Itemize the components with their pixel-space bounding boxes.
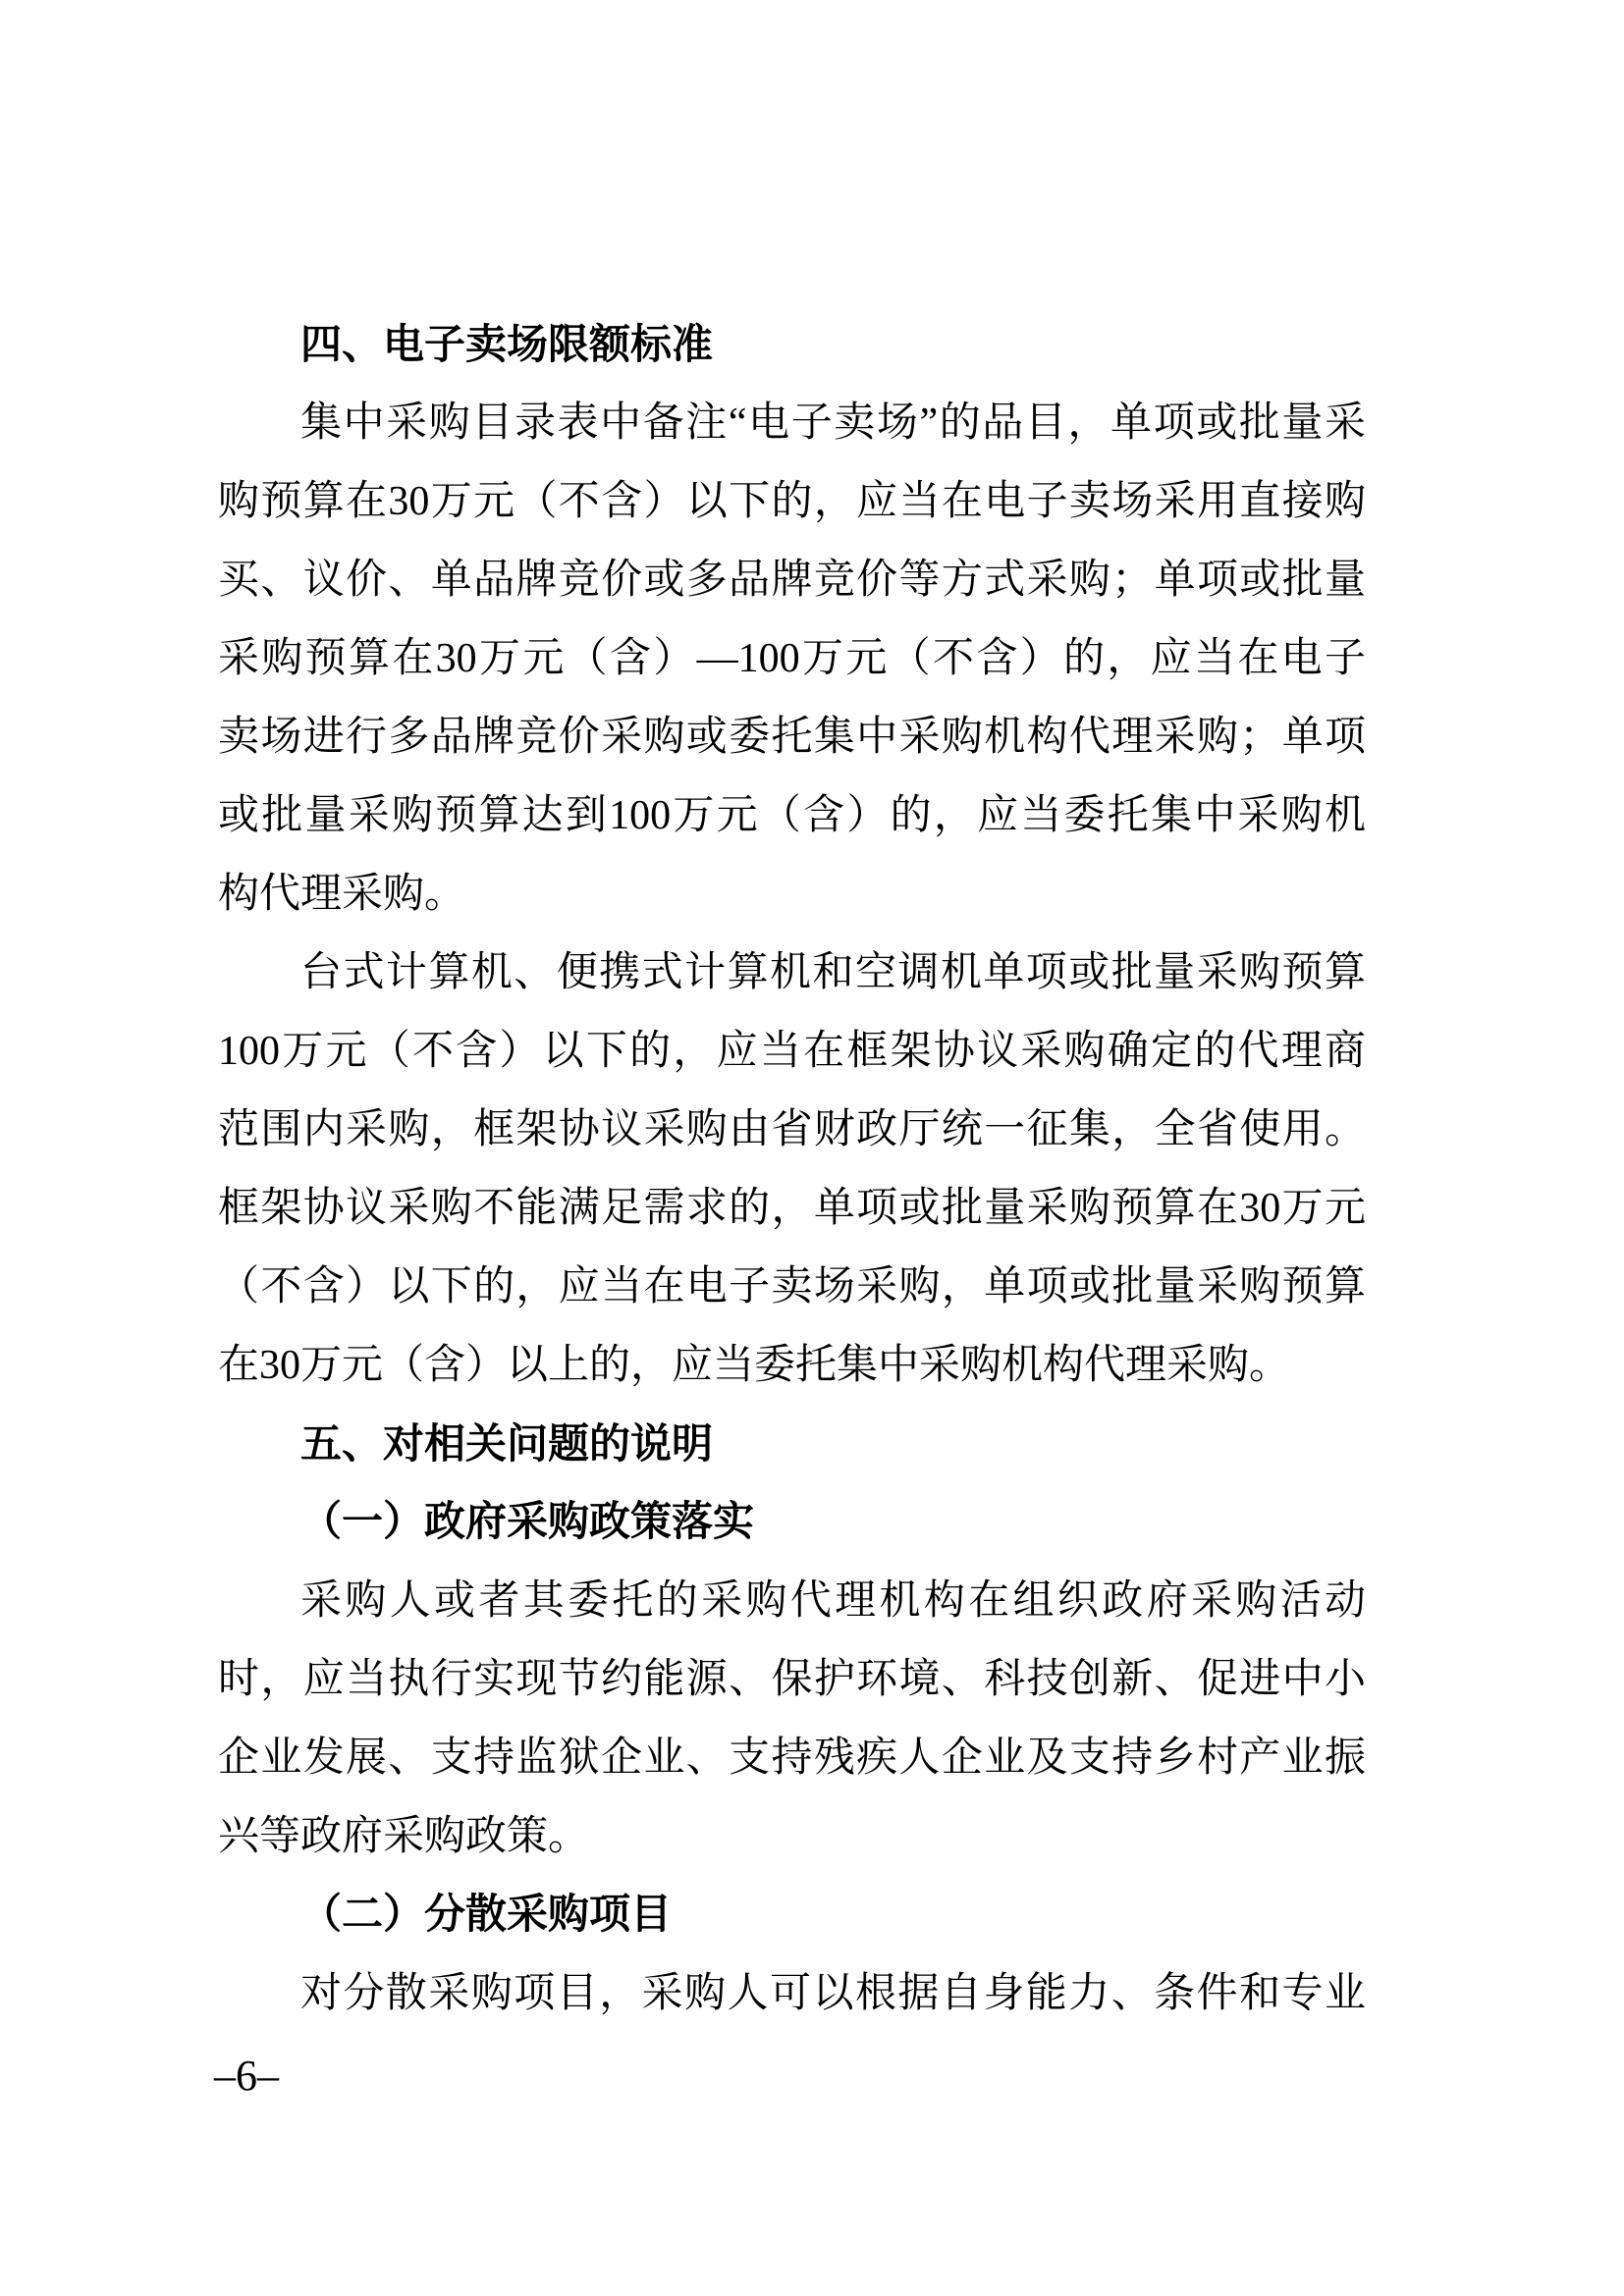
body-line: 在30万元（含）以上的，应当委托集中采购机构代理采购。 (218, 1343, 1291, 1388)
body-line: 采购预算在30万元（含）—100万元（不含）的，应当在电子 (218, 636, 1366, 681)
body-line: 卖场进行多品牌竞价采购或委托集中采购机构代理采购；单项 (218, 715, 1366, 760)
body-line: 时，应当执行实现节约能源、保护环境、科技创新、促进中小 (218, 1657, 1366, 1702)
body-line: 框架协议采购不能满足需求的，单项或批量采购预算在30万元 (218, 1186, 1366, 1231)
text-block (218, 305, 1366, 2033)
body-line: 范围内采购，框架协议采购由省财政厅统一征集，全省使用。 (218, 1107, 1366, 1152)
body-line: 企业发展、支持监狱企业、支持残疾人企业及支持乡村产业振 (218, 1735, 1366, 1781)
section-heading-5: 五、对相关问题的说明 (300, 1420, 714, 1467)
body-line: 购预算在30万元（不含）以下的，应当在电子卖场采用直接购 (218, 479, 1366, 524)
body-line: 构代理采购。 (218, 872, 466, 917)
section-heading-4: 四、电子卖场限额标准 (300, 321, 714, 367)
page-number: –6– (214, 2052, 279, 2100)
body-line: 买、议价、单品牌竞价或多品牌竞价等方式采购；单项或批量 (218, 558, 1366, 603)
body-line: 台式计算机、便携式计算机和空调机单项或批量采购预算 (300, 950, 1366, 995)
body-line: 100万元（不含）以下的，应当在框架协议采购确定的代理商 (218, 1029, 1366, 1074)
body-line: 集中采购目录表中备注“电子卖场”的品目，单项或批量采 (300, 400, 1366, 446)
body-line: 兴等政府采购政策。 (218, 1814, 590, 1859)
body-line: 或批量采购预算达到100万元（含）的，应当委托集中采购机 (218, 793, 1366, 838)
subsection-heading-1: （一）政府采购政策落实 (300, 1500, 755, 1545)
body-line: （不含）以下的，应当在电子卖场采购，单项或批量采购预算 (218, 1264, 1366, 1309)
subsection-heading-2: （二）分散采购项目 (300, 1893, 673, 1938)
body-line: 对分散采购项目，采购人可以根据自身能力、条件和专业 (300, 1971, 1366, 2016)
body-line: 采购人或者其委托的采购代理机构在组织政府采购活动 (300, 1578, 1366, 1624)
